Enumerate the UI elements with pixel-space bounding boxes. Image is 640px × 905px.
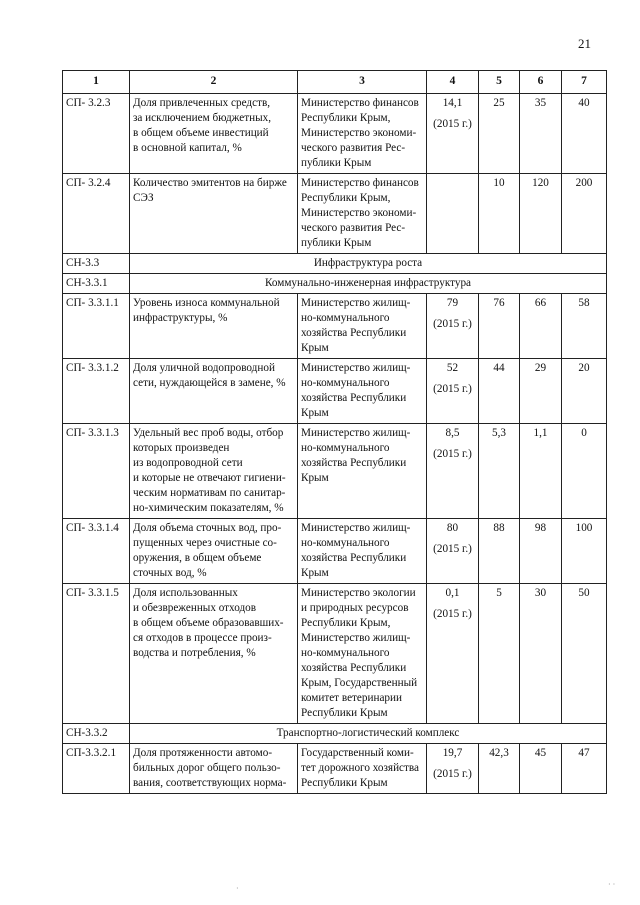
target-value-col5: 44	[479, 359, 520, 424]
indicator-name	[130, 424, 298, 519]
agency-line: Государственный коми-	[301, 747, 414, 759]
base-value	[427, 294, 479, 359]
agency-line: Министерство жилищ-	[301, 297, 411, 309]
agency-line: Министерство экономи-	[301, 127, 417, 139]
agency-line: ческого развития Рес-	[301, 222, 406, 234]
base-year: (2015 г.)	[433, 383, 472, 395]
target-value-col6: 35	[520, 94, 562, 174]
agency-line: Министерство экологии	[301, 587, 416, 599]
indicator-code: СП- 3.3.1.4	[63, 519, 130, 584]
column-header: 6	[520, 71, 562, 94]
agency-line: Крым	[301, 567, 329, 579]
indicator-name	[130, 294, 298, 359]
indicator-name-line: в общем объеме образовавших-	[133, 617, 284, 629]
target-value-col5: 25	[479, 94, 520, 174]
target-value-col7: 0	[562, 424, 607, 519]
base-value-number: 80	[446, 522, 459, 534]
target-value-col6: 1,1	[520, 424, 562, 519]
agency-line: комитет ветеринарии	[301, 692, 402, 704]
agency-line: Министерство финансов	[301, 177, 419, 189]
column-header: 5	[479, 71, 520, 94]
indicator-name-line: Удельный вес проб воды, отбор	[133, 427, 284, 439]
responsible-agency	[298, 174, 427, 254]
target-value-col5: 42,3	[479, 744, 520, 794]
indicator-name-line: ся отходов в процессе произ-	[133, 632, 272, 644]
column-header: 4	[427, 71, 479, 94]
base-value	[427, 174, 479, 254]
indicator-name-line: сети, нуждающейся в замене, %	[133, 377, 286, 389]
agency-line: Республики Крым,	[301, 112, 391, 124]
indicator-name-line: Уровень износа коммунальной	[133, 297, 280, 309]
indicator-name-line: и обезвреженных отходов	[133, 602, 257, 614]
agency-line: и природных ресурсов	[301, 602, 409, 614]
table-row	[63, 359, 607, 424]
indicator-name	[130, 519, 298, 584]
target-value-col5: 5	[479, 584, 520, 724]
agency-line: тет дорожного хозяйства	[301, 762, 420, 774]
base-year: (2015 г.)	[433, 448, 472, 460]
section-row	[63, 274, 607, 294]
agency-line: но-коммунального	[301, 442, 390, 454]
indicator-name-line: из водопроводной сети	[133, 457, 243, 469]
column-header: 2	[130, 71, 298, 94]
agency-line: Республики Крым,	[301, 192, 391, 204]
section-title: Коммунально-инженерная инфраструктура	[130, 274, 607, 294]
target-value-col6: 98	[520, 519, 562, 584]
indicator-name-line: СЭЗ	[133, 192, 154, 204]
section-title: Инфраструктура роста	[130, 254, 607, 274]
agency-line: но-коммунального	[301, 312, 390, 324]
agency-line: публики Крым	[301, 237, 372, 249]
table-row	[63, 94, 607, 174]
agency-line: но-коммунального	[301, 537, 390, 549]
table-body	[63, 94, 607, 794]
agency-line: Крым, Государственный	[301, 677, 418, 689]
target-value-col5: 10	[479, 174, 520, 254]
indicator-name-line: оружения, в общем объеме	[133, 552, 262, 564]
table-row	[63, 294, 607, 359]
agency-line: но-коммунального	[301, 377, 390, 389]
base-year: (2015 г.)	[433, 768, 472, 780]
indicator-name-line: пущенных через очистные со-	[133, 537, 277, 549]
target-value-col7: 58	[562, 294, 607, 359]
indicator-name-line: Доля протяженности автомо-	[133, 747, 273, 759]
target-value-col6: 29	[520, 359, 562, 424]
table-row	[63, 744, 607, 794]
responsible-agency	[298, 294, 427, 359]
responsible-agency	[298, 584, 427, 724]
agency-line: Министерство жилищ-	[301, 427, 411, 439]
target-value-col5: 76	[479, 294, 520, 359]
agency-line: хозяйства Республики	[301, 327, 407, 339]
indicator-code: СП- 3.3.1.5	[63, 584, 130, 724]
section-code: СН-3.3.2	[63, 724, 130, 744]
base-value	[427, 584, 479, 724]
base-value-number: 14,1	[442, 97, 463, 109]
base-value-number: 79	[446, 297, 459, 309]
target-value-col6: 66	[520, 294, 562, 359]
indicator-name	[130, 174, 298, 254]
column-header: 3	[298, 71, 427, 94]
indicator-name-line: Количество эмитентов на бирже	[133, 177, 287, 189]
indicator-name-line: сточных вод, %	[133, 567, 207, 579]
agency-line: хозяйства Республики	[301, 552, 407, 564]
agency-line: хозяйства Республики	[301, 392, 407, 404]
indicator-name	[130, 584, 298, 724]
target-value-col6: 120	[520, 174, 562, 254]
responsible-agency	[298, 424, 427, 519]
base-value	[427, 424, 479, 519]
indicator-name-line: ческим нормативам по санитар-	[133, 487, 286, 499]
agency-line: Министерство жилищ-	[301, 522, 411, 534]
indicator-code: СП- 3.2.3	[63, 94, 130, 174]
indicator-name	[130, 744, 298, 794]
agency-line: Министерство экономи-	[301, 207, 417, 219]
agency-line: но-коммунального	[301, 647, 390, 659]
agency-line: хозяйства Республики	[301, 662, 407, 674]
indicator-code: СП-3.3.2.1	[63, 744, 130, 794]
indicator-code: СП- 3.2.4	[63, 174, 130, 254]
agency-line: Республики Крым,	[301, 617, 391, 629]
target-value-col7: 50	[562, 584, 607, 724]
section-row	[63, 724, 607, 744]
indicators-table	[62, 70, 607, 794]
base-value	[427, 519, 479, 584]
agency-line: Крым	[301, 407, 329, 419]
indicator-name-line: бильных дорог общего пользо-	[133, 762, 281, 774]
base-value	[427, 359, 479, 424]
indicator-name-line: Доля использованных	[133, 587, 238, 599]
table-row	[63, 424, 607, 519]
page-number: 21	[578, 36, 591, 51]
agency-line: Крым	[301, 472, 329, 484]
section-title: Транспортно-логистический комплекс	[130, 724, 607, 744]
indicator-name-line: Доля объема сточных вод, про-	[133, 522, 282, 534]
responsible-agency	[298, 519, 427, 584]
base-value-number: 19,7	[442, 747, 463, 759]
responsible-agency	[298, 359, 427, 424]
agency-line: Республики Крым	[301, 777, 388, 789]
table-row	[63, 174, 607, 254]
section-row	[63, 254, 607, 274]
target-value-col5: 88	[479, 519, 520, 584]
target-value-col7: 40	[562, 94, 607, 174]
indicator-code: СП- 3.3.1.2	[63, 359, 130, 424]
target-value-col7: 100	[562, 519, 607, 584]
indicator-name-line: водства и потребления, %	[133, 647, 256, 659]
base-value-number: 0,1	[445, 587, 460, 599]
target-value-col5: 5,3	[479, 424, 520, 519]
table-header-row	[63, 71, 607, 94]
agency-line: Республики Крым	[301, 707, 388, 719]
agency-line: публики Крым	[301, 157, 372, 169]
base-value	[427, 94, 479, 174]
scan-mark: · ·	[608, 880, 616, 889]
target-value-col7: 20	[562, 359, 607, 424]
indicator-code: СП- 3.3.1.1	[63, 294, 130, 359]
indicator-name-line: вания, соответствующих норма-	[133, 777, 287, 789]
agency-line: Крым	[301, 342, 329, 354]
agency-line: хозяйства Республики	[301, 457, 407, 469]
base-year: (2015 г.)	[433, 118, 472, 130]
indicator-name	[130, 359, 298, 424]
base-year: (2015 г.)	[433, 318, 472, 330]
table-row	[63, 519, 607, 584]
indicator-name-line: которых произведен	[133, 442, 230, 454]
indicator-name-line: и которые не отвечают гигиени-	[133, 472, 286, 484]
table-row	[63, 584, 607, 724]
target-value-col7: 47	[562, 744, 607, 794]
scan-mark: ·	[236, 884, 239, 893]
agency-line: ческого развития Рес-	[301, 142, 406, 154]
indicator-code: СП- 3.3.1.3	[63, 424, 130, 519]
column-header: 1	[63, 71, 130, 94]
agency-line: Министерство жилищ-	[301, 632, 411, 644]
indicator-name-line: в основной капитал, %	[133, 142, 242, 154]
base-value-number: 8,5	[445, 427, 460, 439]
responsible-agency	[298, 744, 427, 794]
target-value-col7: 200	[562, 174, 607, 254]
indicator-name-line: инфраструктуры, %	[133, 312, 228, 324]
base-year: (2015 г.)	[433, 543, 472, 555]
section-code: СН-3.3.1	[63, 274, 130, 294]
indicator-name-line: за исключением бюджетных,	[133, 112, 271, 124]
indicator-name-line: Доля привлеченных средств,	[133, 97, 271, 109]
agency-line: Министерство жилищ-	[301, 362, 411, 374]
base-value	[427, 744, 479, 794]
responsible-agency	[298, 94, 427, 174]
section-code: СН-3.3	[63, 254, 130, 274]
target-value-col6: 30	[520, 584, 562, 724]
indicator-name-line: но-химическим показателям, %	[133, 502, 284, 514]
target-value-col6: 45	[520, 744, 562, 794]
agency-line: Министерство финансов	[301, 97, 419, 109]
base-year: (2015 г.)	[433, 608, 472, 620]
column-header: 7	[562, 71, 607, 94]
indicator-name-line: Доля уличной водопроводной	[133, 362, 275, 374]
base-value-number: 52	[446, 362, 459, 374]
indicator-name-line: в общем объеме инвестиций	[133, 127, 269, 139]
indicator-name	[130, 94, 298, 174]
